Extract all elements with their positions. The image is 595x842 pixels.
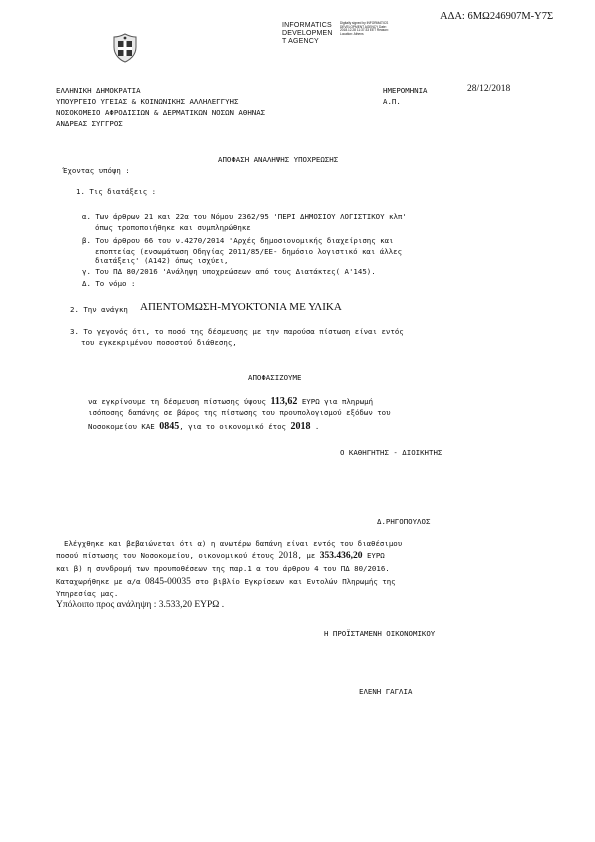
verification-line1: Ελέγχθηκε και βεβαιώνεται ότι α) η ανωτέρω δαπάνη είναι εντός του διαθέσιμου [64, 539, 403, 548]
verification-line5: Υπηρεσίας μας. [56, 589, 119, 598]
item1-b-line2: εποπτείας (ενσωμάτωση Οδηγίας 2011/85/ΕΕ- δημόσιο λογιστικό και άλλες [95, 247, 403, 256]
signature-stamp [282, 22, 333, 46]
decision-line1: να εγκρίνουμε τη δέσμευση πίστωσης ύψους 113,62 ΕΥΡΩ για πληρωμή [88, 396, 374, 407]
verification-line4: Καταχωρήθηκε με α/α 0845-00035 στο βιβλίο Εγκρίσεων και Εντολών Πληρωμής της [56, 577, 396, 587]
date-label: ΗΜΕΡΟΜΗΝΙΑ [383, 86, 428, 95]
stamp-line-1: INFORMATICS [282, 22, 332, 29]
decision-line2: ισόποσης δαπάνης σε βάρος της πίστωσης του προυπολογισμού εξόδων του [88, 408, 391, 417]
stamp-line-2: DEVELOPMEN [282, 30, 333, 37]
item2-need: ΑΠΕΝΤΟΜΩΣΗ-ΜΥΟΚΤΟΝΙΑ ΜΕ ΥΛΙΚΑ [140, 301, 342, 313]
item1-a-line2: όπως τροποποιήθηκε και συμπληρώθηκε [95, 223, 251, 232]
item1-d-line1: Δ. Το νόμο : [82, 279, 136, 288]
item3-line1: 3. Το γεγονός ότι, το ποσό της δέσμευσης με την παρούσα πίστωση είναι εντός [70, 327, 404, 336]
item1-b-line3: διατάξεις' (Α142) όπως ισχύει, [95, 256, 229, 265]
org-line-4: ΑΝΔΡΕΑΣ ΣΥΓΓΡΟΣ [56, 119, 123, 128]
decision-year: 2018 [290, 421, 311, 432]
item3-line2: του εγκεκριμένου ποσοστού διάθεσης, [81, 338, 237, 347]
verification-line3: και β) η συνδρομή των προυποθέσεων της παρ.1 α του άρθρου 4 του ΠΔ 80/2016. [56, 564, 390, 573]
decision-kae: 0845 [159, 421, 180, 432]
ap-label: Α.Π. [383, 97, 401, 106]
item1-b-line1: β. Του άρθρου 66 του ν.4270/2014 'Αρχές δημοσιονομικής διαχείρισης και [82, 236, 394, 245]
item1-a-line1: α. Των άρθρων 21 και 22α του Νόμου 2362/95 'ΠΕΡΙ ΔΗΜΟΣΙΟΥ ΛΟΓΙΣΤΙΚΟΥ κλπ' [82, 212, 407, 221]
ada-code: ΑΔΑ: 6ΜΩ246907Μ-Υ7Σ [440, 11, 554, 22]
verification-registry-number: 0845-00035 [145, 577, 191, 587]
finance-head-role: Η ΠΡΟΪΣΤΑΜΕΝΗ ΟΙΚΟΝΟΜΙΚΟΥ [324, 629, 436, 638]
stamp-fine-print: Digitally signed by INFORMATICS DEVELOPMENT AGENCY Date: 2018.12.28 11:37:33 EET Reason: Location: Athens [340, 21, 389, 36]
verification-year: 2018 [278, 551, 298, 561]
item1-c-line1: γ. Του ΠΔ 80/2016 'Ανάληψη υποχρεώσεων από τους Διατάκτες( Α'145). [82, 267, 376, 276]
stamp-line-3: T AGENCY [282, 38, 319, 45]
decide-heading: ΑΠΟΦΑΣΙΖΟΥΜΕ [248, 373, 302, 382]
director-name: Δ.ΡΗΓΟΠΟΥΛΟΣ [377, 517, 431, 526]
date-value: 28/12/2018 [467, 84, 511, 94]
verification-amount: 353.436,20 [319, 551, 363, 561]
org-line-1: ΕΛΛΗΝΙΚΗ ΔΗΜΟΚΡΑΤΙΑ [56, 86, 141, 95]
finance-head-name: ΕΛΕΝΗ ΓΑΓΛΙΑ [359, 687, 413, 696]
having-in-mind: Έχοντας υπόψη : [63, 166, 130, 175]
org-line-3: ΝΟΣΟΚΟΜΕΙΟ ΑΦΡΟΔΙΣΙΩΝ & ΔΕΡΜΑΤΙΚΩΝ ΝΟΣΩΝ ΑΘΗΝΑΣ [56, 108, 266, 117]
item2-prefix: 2. Την ανάγκη [70, 305, 128, 314]
document-title: ΑΠΟΦΑΣΗ ΑΝΑΛΗΨΗΣ ΥΠΟΧΡΕΩΣΗΣ [218, 155, 339, 164]
decision-line3: Νοσοκομείου ΚΑΕ 0845, για το οικονομικό έτος 2018 . [88, 421, 320, 432]
item1-head: 1. Τις διατάξεις : [76, 187, 157, 196]
remaining-amount: Υπόλοιπο προς ανάληψη : 3.533,20 ΕΥΡΩ . [56, 600, 225, 610]
org-line-2: ΥΠΟΥΡΓΕΙΟ ΥΓΕΙΑΣ & ΚΟΙΝΩΝΙΚΗΣ ΑΛΛΗΛΕΓΓΥΗΣ [56, 97, 239, 106]
greek-emblem-icon [112, 33, 138, 63]
director-role: Ο ΚΑΘΗΓΗΤΗΣ - ΔΙΟΙΚΗΤΗΣ [340, 448, 443, 457]
decision-amount: 113,62 [270, 396, 298, 407]
verification-line2: ποσού πίστωσης του Νοσοκομείου, οικονομικού έτους 2018, με 353.436,20 ΕΥΡΩ [56, 551, 385, 561]
